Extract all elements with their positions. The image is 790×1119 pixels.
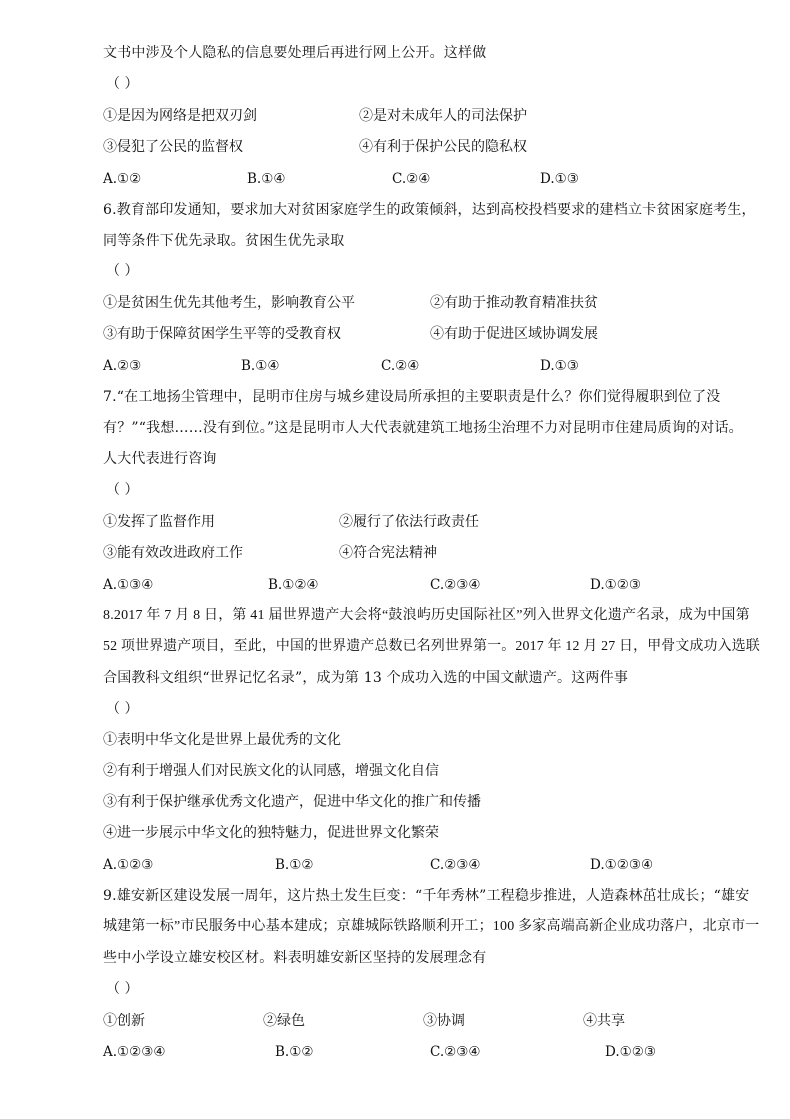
q7-choice-b: B.①②④ <box>268 577 319 593</box>
q7-stem-line-3: 人大代表进行咨询 <box>103 451 217 467</box>
q6-statement-3: ③有助于保障贫困学生平等的受教育权 <box>103 326 341 342</box>
q6-statement-4: ④有助于促进区域协调发展 <box>430 326 598 342</box>
q8-choice-c: C.②③④ <box>430 857 481 873</box>
q9-choice-a: A.①②③④ <box>103 1044 166 1060</box>
q7-choice-d: D.①②③ <box>590 577 641 593</box>
q5-choice-b: B.①④ <box>247 171 286 187</box>
q5-statement-3: ③侵犯了公民的监督权 <box>103 139 243 155</box>
q9-stem-line-2: 城建第一标”市民服务中心基本建成；京雄城际铁路顺利开工；100 多家高端高新企业成功落户，北京市一 <box>103 919 760 934</box>
q7-choice-c: C.②③④ <box>430 577 481 593</box>
q6-choice-a: A.②③ <box>103 358 142 374</box>
q9-choice-c: C.②③④ <box>430 1044 481 1060</box>
q5-stem-line-1: 文书中涉及个人隐私的信息要处理后再进行网上公开。这样做 <box>103 45 487 61</box>
q6-choice-d: D.①③ <box>540 358 579 374</box>
q8-choice-d: D.①②③④ <box>590 857 654 873</box>
q9-answer-blank: （ ） <box>106 981 139 997</box>
q8-stem-line-3: 合国教科文组织“世界记忆名录”，成为第 13 个成功入选的中国文献遗产。这两件事 <box>103 670 629 686</box>
q6-stem-line-1: 6.教育部印发通知，要求加大对贫困家庭学生的政策倾斜，达到高校投档要求的建档立卡贫困家庭考生， <box>103 202 756 218</box>
q8-statement-4: ④进一步展示中华文化的独特魅力，促进世界文化繁荣 <box>103 825 439 841</box>
q9-statement-3: ③协调 <box>423 1013 465 1029</box>
q8-statement-3: ③有利于保护继承优秀文化遗产，促进中华文化的推广和传播 <box>103 794 481 810</box>
q9-statement-2: ②绿色 <box>263 1013 305 1029</box>
q6-statement-2: ②有助于推动教育精准扶贫 <box>430 295 598 311</box>
q7-choice-a: A.①③④ <box>103 577 154 593</box>
q5-choice-a: A.①② <box>103 171 142 187</box>
q7-statement-3: ③能有效改进政府工作 <box>103 545 243 561</box>
q6-statement-1: ①是贫困生优先其他考生，影响教育公平 <box>103 295 355 311</box>
q8-answer-blank: （ ） <box>106 701 139 717</box>
q8-choice-b: B.①② <box>275 857 314 873</box>
q9-statement-4: ④共享 <box>583 1013 625 1029</box>
q8-stem-line-2: 52 项世界遗产项目，至此，中国的世界遗产总数已名列世界第一。2017 年 12 月 27 日，甲骨文成功入选联 <box>103 639 760 654</box>
q6-choice-b: B.①④ <box>241 358 280 374</box>
q5-choice-c: C.②④ <box>392 171 431 187</box>
q6-choice-c: C.②④ <box>381 358 420 374</box>
q5-choice-d: D.①③ <box>540 171 579 187</box>
q6-answer-blank: （ ） <box>106 263 139 279</box>
q5-statement-4: ④有利于保护公民的隐私权 <box>359 139 527 155</box>
q6-stem-line-2: 同等条件下优先录取。贫困生优先录取 <box>103 233 345 249</box>
q8-statement-1: ①表明中华文化是世界上最优秀的文化 <box>103 732 341 748</box>
q7-statement-4: ④符合宪法精神 <box>339 545 437 561</box>
q5-answer-blank: （ ） <box>106 76 139 92</box>
q9-choice-b: B.①② <box>275 1044 314 1060</box>
q8-stem-line-1: 8.2017 年 7 月 8 日，第 41 届世界遗产大会将“鼓浪屿历史国际社区”列入世界文化遗产名录，成为中国第 <box>103 608 750 623</box>
q8-statement-2: ②有利于增强人们对民族文化的认同感，增强文化自信 <box>103 763 439 779</box>
q7-statement-2: ②履行了依法行政责任 <box>339 514 479 530</box>
q7-stem-line-1: 7.“在工地扬尘管理中，昆明市住房与城乡建设局所承担的主要职责是什么？你们觉得履职到位了没 <box>103 389 721 405</box>
q5-statement-1: ①是因为网络是把双刃剑 <box>103 108 257 124</box>
q7-statement-1: ①发挥了监督作用 <box>103 514 215 530</box>
q5-statement-2: ②是对未成年人的司法保护 <box>359 108 527 124</box>
q9-choice-d: D.①②③ <box>605 1044 656 1060</box>
q9-stem-line-3: 些中小学设立雄安校区材。料表明雄安新区坚持的发展理念有 <box>103 950 487 966</box>
q7-answer-blank: （ ） <box>106 482 139 498</box>
q9-statement-1: ①创新 <box>103 1013 145 1029</box>
q9-stem-line-1: 9.雄安新区建设发展一周年，这片热土发生巨变：“千年秀林”工程稳步推进，人造森林茁壮成长；“雄安 <box>103 888 750 904</box>
q7-stem-line-2: 有？”“我想……没有到位。”这是昆明市人大代表就建筑工地扬尘治理不力对昆明市住建局质询的对话。 <box>103 420 743 436</box>
q8-choice-a: A.①②③ <box>103 857 154 873</box>
